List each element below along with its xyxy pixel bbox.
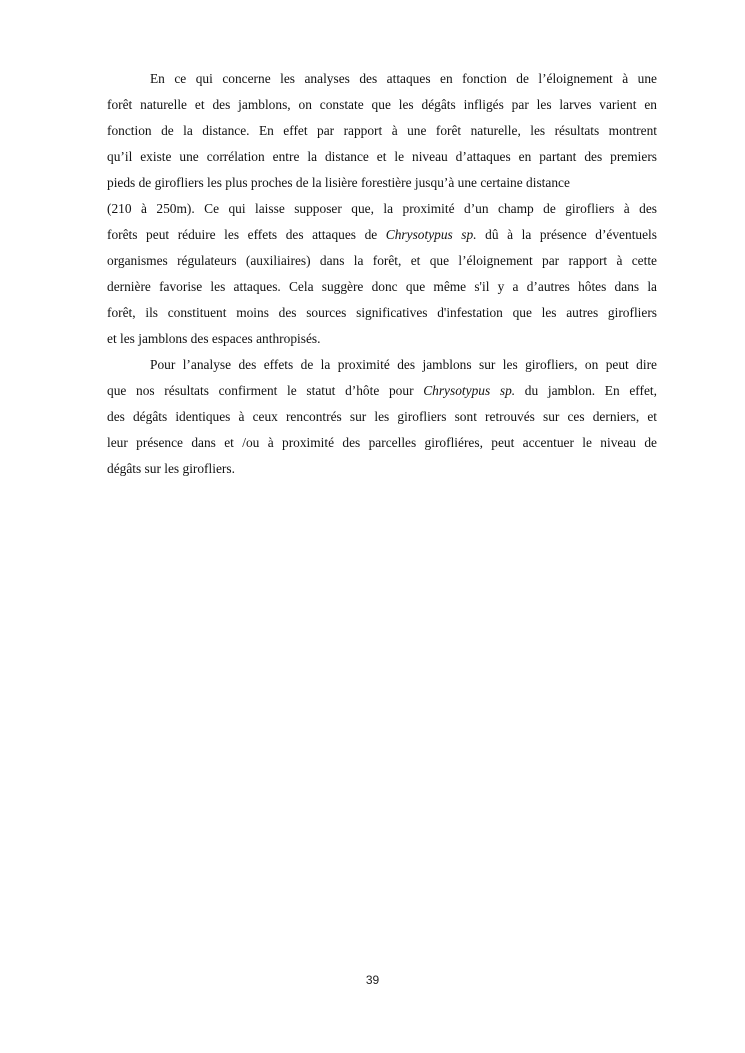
paragraph-1-line-11: et les jamblons des espaces anthropisés. [107,331,321,346]
paragraph-1-line-1: En ce qui concerne les analyses des attaques en fonction de l’éloignement à une [150,71,657,86]
line-7-end: dû à la présence d’éventuels [476,227,657,242]
paragraph-2-line-4: leur présence dans et /ou à proximité des parcelles girofliéres, peut accentuer le niveau de [107,435,657,450]
paragraph-1-line-4: qu’il existe une corrélation entre la distance et le niveau d’attaques en partant des premiers [107,149,657,164]
paragraph-2-line-1: Pour l’analyse des effets de la proximité des jamblons sur les girofliers, on peut dire [150,357,657,372]
paragraph-1-line-6: (210 à 250m). Ce qui laisse supposer que, la proximité d’un champ de girofliers à des [107,201,657,216]
paragraph-2-line-3: des dégâts identiques à ceux rencontrés sur les girofliers sont retrouvés sur ces derniers, et [107,409,657,424]
line-7-start: forêts peut réduire les effets des attaques de [107,227,386,242]
paragraph-1-line-2: forêt naturelle et des jamblons, on constate que les dégâts infligés par les larves varient en [107,97,657,112]
species-name: Chrysotypus sp. [423,383,516,398]
page-number: 39 [365,973,380,987]
body-text [107,66,657,482]
line-13-end: du jamblon. En effet, [515,383,657,398]
paragraph-1-line-10: forêt, ils constituent moins des sources significatives d'infestation que les autres girofliers [107,305,657,320]
paragraph-1-line-7 [107,222,657,248]
paragraph-2-line-2 [107,378,657,404]
paragraph-1-line-5: pieds de girofliers les plus proches de la lisière forestière jusqu’à une certaine distance [107,175,570,190]
paragraph-1-line-3: fonction de la distance. En effet par rapport à une forêt naturelle, les résultats montrent [107,123,657,138]
line-13-start: que nos résultats confirment le statut d’hôte pour [107,383,424,398]
paragraph-1-line-9: dernière favorise les attaques. Cela suggère donc que même s'il y a d’autres hôtes dans la [107,279,657,294]
paragraph-1-line-8: organismes régulateurs (auxiliaires) dans la forêt, et que l’éloignement par rapport à cette [107,253,657,268]
paragraph-2-line-5: dégâts sur les girofliers. [107,461,235,476]
species-name: Chrysotypus sp. [385,227,477,242]
